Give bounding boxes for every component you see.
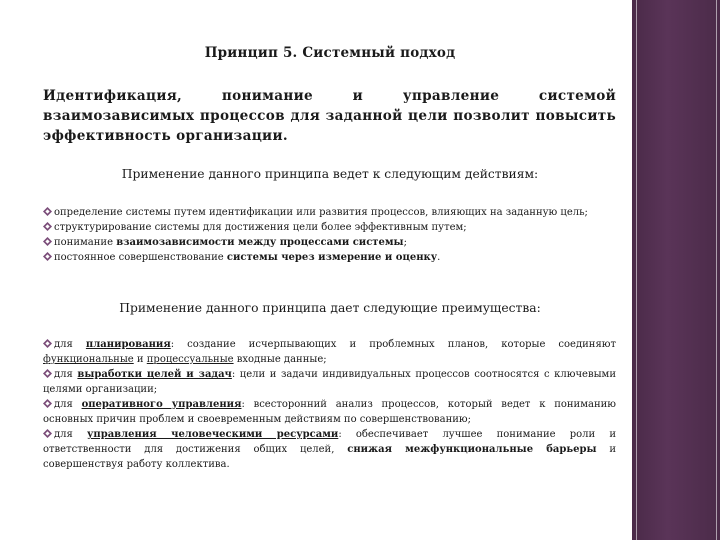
action-item (43, 220, 616, 235)
diamond-bullet-icon (43, 369, 52, 378)
actions-list (43, 205, 616, 265)
intro-paragraph: Идентификация, понимание и управление системой взаимозависимых процессов для заданной цели позволит повысить эффективность организации. (43, 88, 616, 144)
benefit-tail: входные данные; (233, 354, 327, 365)
action-tail: ; (403, 237, 407, 248)
benefit-term: управления человеческими ресурсами (86, 429, 339, 440)
benefits-list (43, 337, 616, 472)
benefit-prefix: для (54, 369, 78, 380)
benefit-tail: и совершенствуя работу коллектива. (43, 444, 617, 470)
benefit-term: планирования (85, 339, 171, 350)
action-lead: понимание (54, 237, 117, 248)
slide-title: Принцип 5. Системный подход (204, 45, 456, 61)
benefit-underlined: процессуальные (146, 354, 234, 365)
benefit-text: : цели и задачи индивидуальных процессов соотносятся с ключевыми целями организации; (43, 369, 617, 395)
benefit-text: и (133, 354, 147, 365)
benefit-item (43, 397, 616, 427)
benefit-prefix: для (54, 429, 87, 440)
diamond-bullet-icon (43, 339, 52, 348)
action-text: определение системы путем идентификации или развития процессов, влияющих на заданную цель; (54, 207, 588, 218)
benefit-underlined: функциональные (43, 354, 134, 365)
actions-heading: Применение данного принципа ведет к следующим действиям: (121, 167, 539, 181)
benefit-item (43, 427, 616, 472)
action-item (43, 250, 616, 265)
diamond-bullet-icon (43, 207, 52, 216)
benefit-item (43, 337, 616, 367)
benefits-heading: Применение данного принципа дает следующие преимущества: (119, 301, 541, 315)
benefit-prefix: для (54, 339, 86, 350)
sidebar-line-right (716, 0, 717, 540)
decorative-sidebar (632, 0, 720, 540)
diamond-bullet-icon (43, 222, 52, 231)
diamond-bullet-icon (43, 252, 52, 261)
benefit-term: выработки целей и задач (77, 369, 232, 380)
action-text: структурирование системы для достижения цели более эффективным путем; (54, 222, 467, 233)
benefit-term: оперативного управления (81, 399, 242, 410)
action-bold: системы через измерение и оценку (226, 252, 438, 263)
sidebar-line-left (636, 0, 637, 540)
diamond-bullet-icon (43, 237, 52, 246)
action-item (43, 205, 616, 220)
diamond-bullet-icon (43, 399, 52, 408)
benefit-text: : всесторонний анализ процессов, который ведет к пониманию основных причин проблем и своевременным действиям по совершенствованию; (43, 399, 616, 425)
benefit-bold: снижая межфункциональные барьеры (347, 444, 597, 455)
action-item (43, 235, 616, 250)
benefit-text: : обеспечивает лучшее понимание роли и ответственности для достижения общих целей, (43, 429, 617, 455)
benefit-item (43, 367, 616, 397)
benefit-text: : создание исчерпывающих и проблемных планов, которые соединяют (170, 339, 617, 350)
action-tail: . (437, 252, 441, 263)
action-bold: взаимозависимости между процессами системы (116, 237, 404, 248)
benefit-prefix: для (54, 399, 82, 410)
diamond-bullet-icon (43, 429, 52, 438)
action-lead: постоянное совершенствование (54, 252, 227, 263)
